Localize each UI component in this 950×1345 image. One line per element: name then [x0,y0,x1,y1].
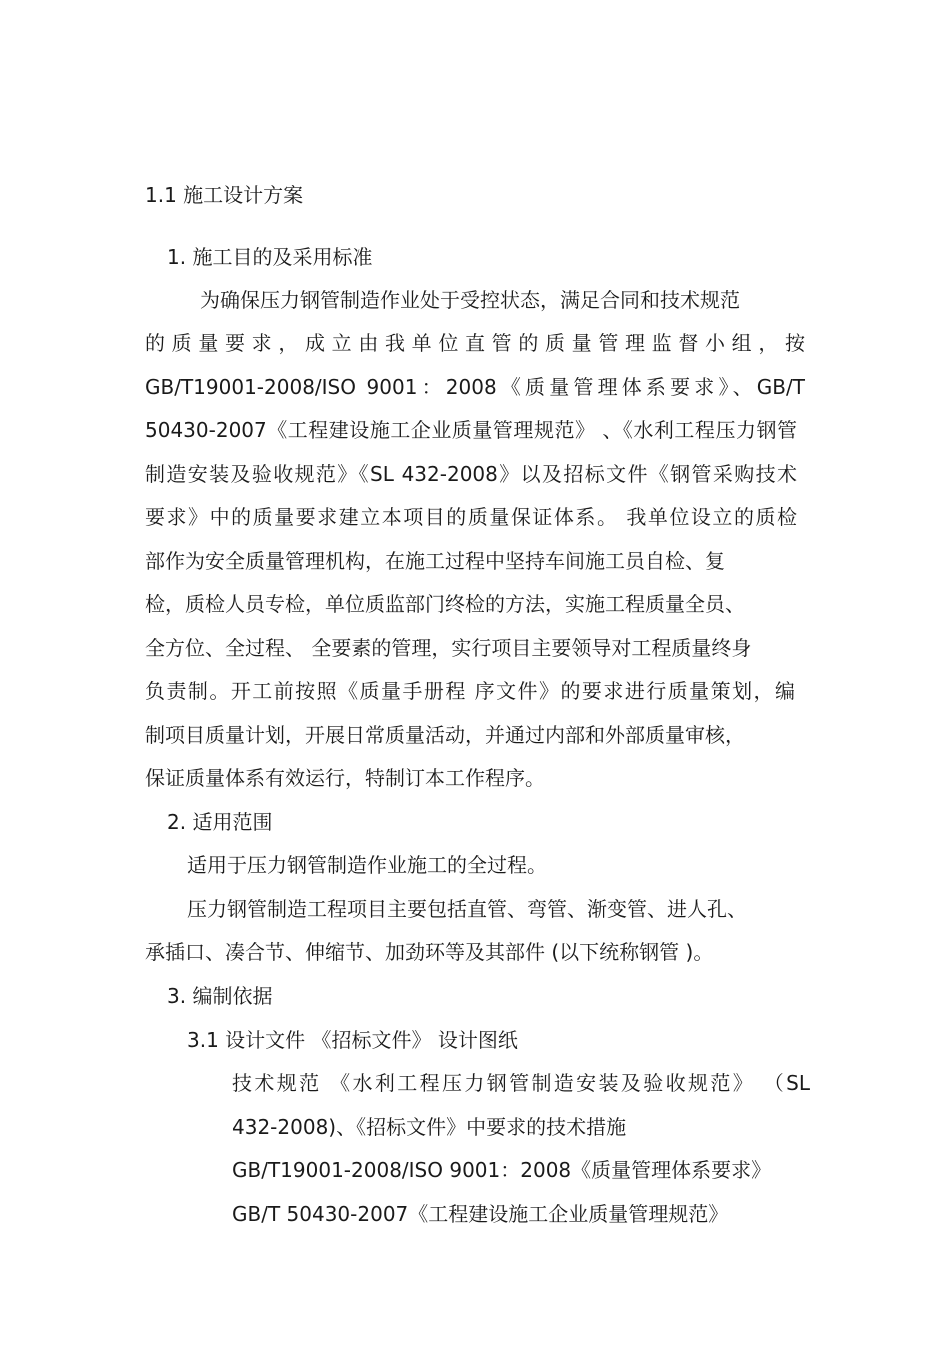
paragraph-line: 压力钢管制造工程项目主要包括直管、弯管、渐变管、进人孔、 [187,897,747,921]
subsection-3-1-title: 3.1 设计文件 《招标文件》 设计图纸 [187,1028,518,1052]
section-3-title: 3. 编制依据 [167,984,273,1008]
reference-line: GB/T 50430-2007《工程建设施工企业质量管理规范》 [232,1202,729,1226]
paragraph-line: 制造安装及验收规范》《SL 432-2008》以及招标文件《钢管采购技术 [145,462,797,486]
paragraph-line: 的质量要求，成立由我单位直管的质量管理监督小组，按 [145,331,805,355]
section-2-title: 2. 适用范围 [167,810,273,834]
paragraph-line: GB/T19001-2008/ISO 9001：2008《质量管理体系要求》、GB/T [145,375,805,399]
paragraph-line: 承插口、凑合节、伸缩节、加劲环等及其部件 (以下统称钢管 )。 [145,940,714,964]
paragraph-line: 适用于压力钢管制造作业施工的全过程。 [187,853,547,877]
paragraph-line: 要求》中的质量要求建立本项目的质量保证体系。 我单位设立的质检 [145,505,797,529]
paragraph-line: 部作为安全质量管理机构，在施工过程中坚持车间施工员自检、复 [145,549,725,573]
section-1-title: 1. 施工目的及采用标准 [167,245,373,269]
reference-line: GB/T19001-2008/ISO 9001：2008《质量管理体系要求》 [232,1158,772,1182]
paragraph-line: 检，质检人员专检，单位质监部门终检的方法，实施工程质量全员、 [145,592,745,616]
reference-line: 技术规范 《水利工程压力钢管制造安装及验收规范》 （SL [232,1071,810,1095]
reference-line: 432-2008)、《招标文件》中要求的技术措施 [232,1115,627,1139]
paragraph-line: 负责制。开工前按照《质量手册程 序文件》的要求进行质量策划，编 [145,679,795,703]
paragraph-line: 保证质量体系有效运行，特制订本工作程序。 [145,766,545,790]
paragraph-line: 50430-2007《工程建设施工企业质量管理规范》 、《水利工程压力钢管 [145,418,797,442]
paragraph-line: 为确保压力钢管制造作业处于受控状态，满足合同和技术规范 [200,288,740,312]
paragraph-line: 制项目质量计划，开展日常质量活动，并通过内部和外部质量审核， [145,723,745,747]
paragraph-line: 全方位、全过程、 全要素的管理，实行项目主要领导对工程质量终身 [145,636,752,660]
section-heading: 1.1 施工设计方案 [145,183,304,207]
